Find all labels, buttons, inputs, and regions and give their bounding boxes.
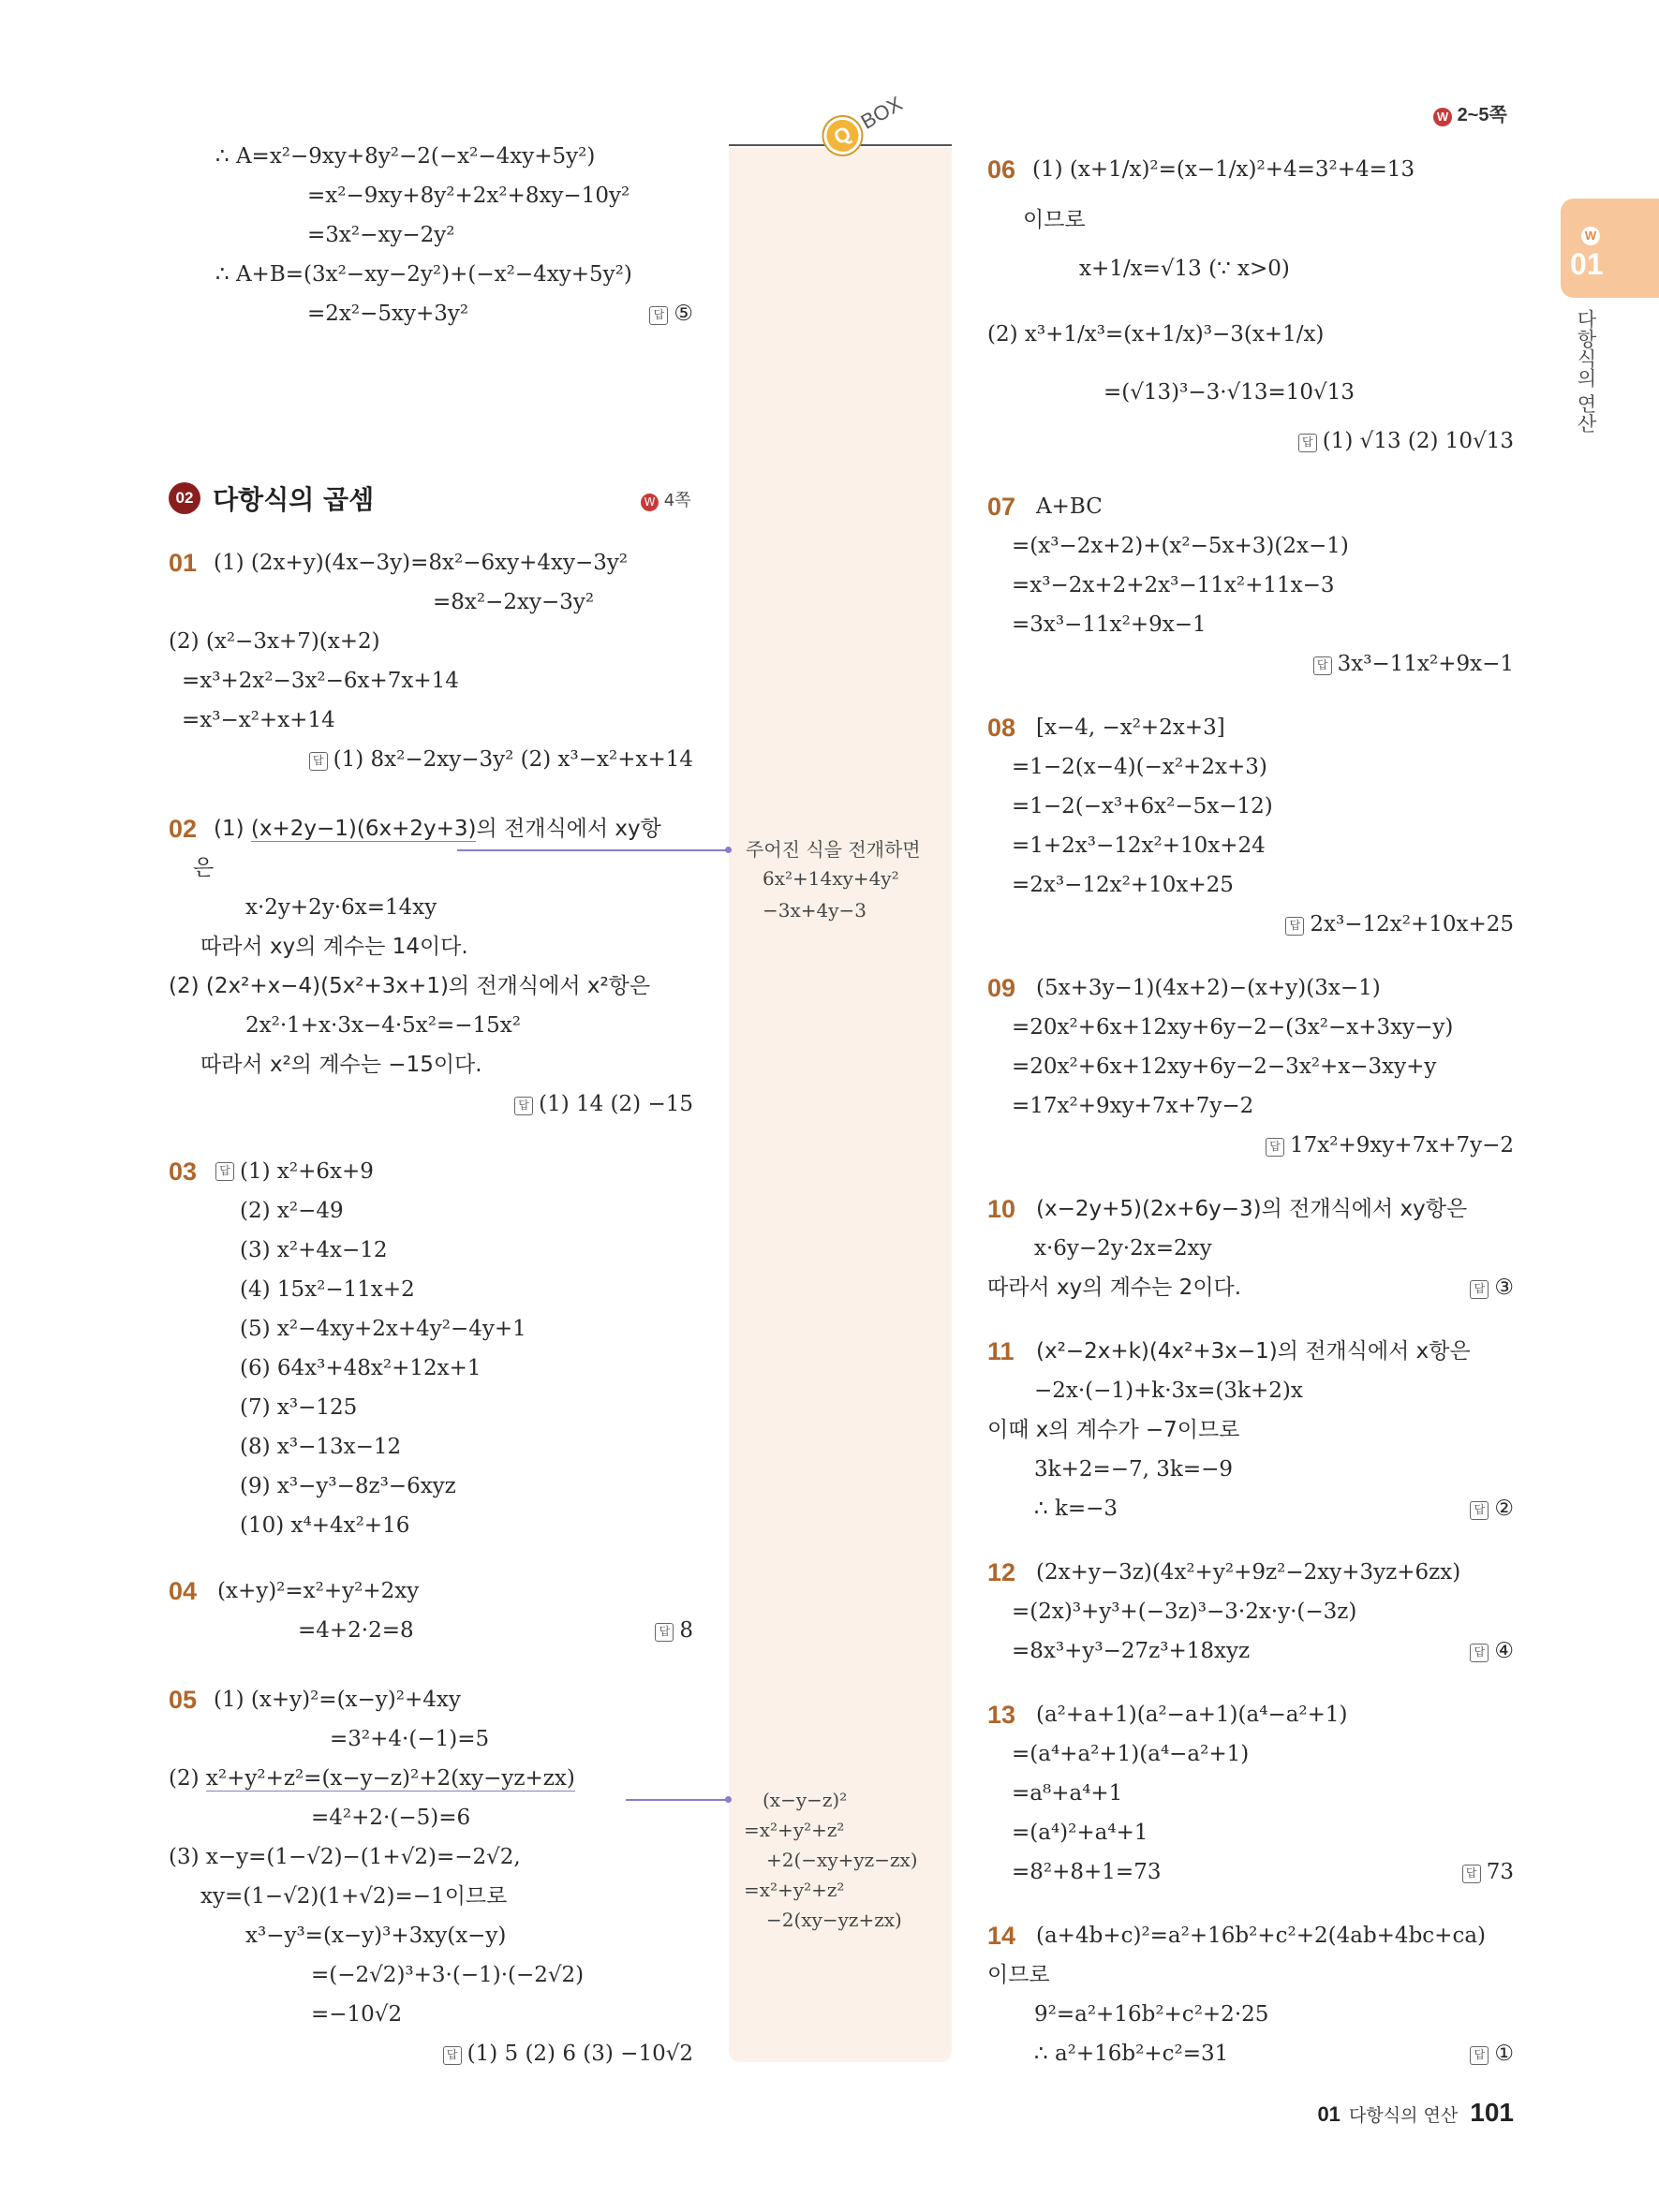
math-line: (1) (x+2y−1)(6x+2y+3)의 전개식에서 xy항 [214,817,661,841]
qbox-label: BOX [856,91,907,134]
math-line: A+BC [1036,494,1103,519]
math-line: =3²+4·(−1)=5 [330,1727,490,1751]
section-badge: 02 [169,482,200,514]
answer: 답 ⑤ [581,300,693,328]
problem-number: 12 [987,1558,1016,1586]
math-line: 따라서 x²의 계수는 −15이다. [200,1053,482,1077]
answer-icon: 답 [514,1097,533,1115]
math-line: x+1/x=√13 (∵ x>0) [1079,257,1290,281]
underlined-expression: x²+y²+z²=(x−y−z)²+2(xy−yz+zx) [205,1766,575,1791]
answer-icon: 답 [1470,1644,1489,1662]
math-line: =8²+8+1=73 [1012,1860,1162,1884]
answer-icon: 답 [1470,2046,1489,2065]
math-line: 이때 x의 계수가 −7이므로 [987,1418,1240,1442]
problem-number: 04 [169,1577,198,1605]
qbox-note: 주어진 식을 전개하면 [746,838,921,861]
answer-item: (9) x³−y³−8z³−6xyz [240,1474,456,1498]
answer-item: (8) x³−13x−12 [240,1435,402,1459]
math-line: [x−4, −x²+2x+3] [1036,715,1225,740]
answer-icon: 답 [1470,1280,1489,1299]
math-line: =(a⁴)²+a⁴+1 [1012,1821,1148,1845]
answer-item: (2) x²−49 [240,1199,344,1223]
math-line: ∴ A+B=(3x²−xy−2y²)+(−x²−4xy+5y²) [215,262,632,287]
answer-icon: 답 [1298,434,1317,452]
qbox-note: =x²+y²+z² [744,1819,845,1841]
problem-number: 01 [169,549,198,577]
qbox-note: (x−y−z)² [763,1789,848,1811]
math-line: =1+2x³−12x²+10x+24 [1012,833,1266,858]
math-line: (2) x³+1/x³=(x+1/x)³−3(x+1/x) [987,322,1325,347]
qbox-note: −3x+4y−3 [763,899,867,922]
answer-item: (4) 15x²−11x+2 [240,1277,415,1302]
problem-number: 08 [987,714,1016,742]
math-line: (2x+y−3z)(4x²+y²+9z²−2xy+3yz+6zx) [1036,1560,1461,1585]
answer-icon: 답 [655,1623,674,1642]
math-line: (3) x−y=(1−√2)−(1+√2)=−2√2, [169,1845,521,1869]
math-line: 9²=a²+16b²+c²+2·25 [1034,2002,1269,2027]
math-line: 따라서 xy의 계수는 2이다. [987,1276,1242,1300]
math-line: 따라서 xy의 계수는 14이다. [200,935,468,959]
problem-number: 07 [987,493,1016,521]
answer-icon: 답 [1266,1138,1284,1157]
page-ref-text: 2~5쪽 [1457,105,1507,125]
answer-item: (1) x²+6x+9 [240,1159,374,1184]
section-title: 다항식의 곱셈 [213,484,375,515]
answer: 답 17x²+9xy+7x+7y−2 [1180,1131,1514,1159]
math-line: =(x³−2x+2)+(x²−5x+3)(2x−1) [1012,534,1349,558]
answer: 답 (1) 8x²−2xy−3y² (2) x³−x²+x+14 [281,745,693,774]
answer-item: (5) x²−4xy+2x+4y²−4y+1 [240,1317,526,1341]
qbox-note: −2(xy−yz+zx) [766,1909,902,1931]
answer-icon: 답 [309,752,328,771]
w-icon: W [1433,108,1452,126]
math-line: =(√13)³−3·√13=10√13 [1104,380,1355,405]
math-line: =−10√2 [311,2002,403,2027]
math-line: =8x²−2xy−3y² [433,590,595,614]
underlined-expression: (x+2y−1)(6x+2y+3) [250,817,477,841]
problem-number: 06 [987,155,1016,184]
math-line: (1) (x+y)²=(x−y)²+4xy [214,1688,461,1712]
math-line: 2x²·1+x·3x−4·5x²=−15x² [245,1013,521,1038]
footer-chapter-number: 01 [1317,2102,1341,2126]
math-line: (a²+a+1)(a²−a+1)(a⁴−a²+1) [1036,1703,1348,1727]
answer-icon: 답 [215,1162,234,1181]
math-line: =3x²−xy−2y² [307,223,455,247]
math-line: =17x²+9xy+7x+7y−2 [1012,1094,1254,1118]
answer: 답 8 [581,1616,693,1644]
section-header [169,479,374,517]
answer-icon: 답 [1285,917,1304,936]
problem-number: 11 [987,1337,1015,1365]
math-line: =(a⁴+a²+1)(a⁴−a²+1) [1012,1742,1250,1766]
math-line: =x³+2x²−3x²−6x+7x+14 [182,669,459,693]
answer-icon: 답 [1313,656,1332,675]
math-line: 3k+2=−7, 3k=−9 [1034,1457,1234,1482]
connector-dot [725,1796,732,1803]
qbox-note: =x²+y²+z² [744,1879,845,1901]
section-ref-text: 4쪽 [663,491,691,510]
answer: 답 (1) 5 (2) 6 (3) −10√2 [356,2040,693,2068]
math-line: =8x³+y³−27z³+18xyz [1012,1639,1251,1663]
problem-number: 05 [169,1686,198,1714]
math-line: =3x³−11x²+9x−1 [1012,612,1207,637]
answer-item: (6) 64x³+48x²+12x+1 [240,1356,481,1380]
answer-icon: 답 [443,2046,462,2065]
math-line: =4+2·2=8 [298,1618,414,1643]
math-line: (a+4b+c)²=a²+16b²+c²+2(4ab+4bc+ca) [1036,1924,1487,1948]
answer: 답 ③ [1405,1274,1514,1302]
page-number: 101 [1470,2098,1514,2127]
math-line: (1) (x+1/x)²=(x−1/x)²+4=3²+4=13 [1032,157,1415,182]
answer: 답 73 [1396,1858,1514,1886]
connector-dot [725,847,732,853]
math-line: =x³−x²+x+14 [182,708,335,732]
answer: 답 ④ [1405,1637,1514,1665]
math-line: =x²−9xy+8y²+2x²+8xy−10y² [307,184,630,208]
q-icon: Q [817,111,868,162]
math-line: =20x²+6x+12xy+6y−2−3x²+x−3xy+y [1012,1054,1437,1079]
answer: 답 (1) 14 (2) −15 [393,1090,693,1118]
connector-line [457,849,729,851]
math-line: (2) (2x²+x−4)(5x²+3x+1)의 전개식에서 x²항은 [169,974,651,998]
math-line: (2) x²+y²+z²=(x−y−z)²+2(xy−yz+zx) [169,1766,575,1791]
math-line: =(−2√2)³+3·(−1)·(−2√2) [311,1963,585,1987]
side-tab-title: 다항식의 연산 [1575,309,1597,434]
qbox-note: 6x²+14xy+4y² [763,867,899,890]
problem-number: 09 [987,974,1016,1002]
math-line: (2) (x²−3x+7)(x+2) [169,629,380,654]
answer-icon: 답 [1462,1865,1481,1883]
math-line: 이므로 [987,1963,1050,1987]
math-line: ∴ A=x²−9xy+8y²−2(−x²−4xy+5y²) [215,144,596,169]
math-line: =20x²+6x+12xy+6y−2−(3x²−x+3xy−y) [1012,1015,1454,1040]
math-line: =2x³−12x²+10x+25 [1012,873,1234,897]
math-line: (1) (2x+y)(4x−3y)=8x²−6xy+4xy−3y² [214,551,629,575]
math-line: x·6y−2y·2x=2xy [1034,1236,1212,1261]
problem-number: 13 [987,1701,1016,1729]
problem-number: 02 [169,815,198,843]
answer-item: (10) x⁴+4x²+16 [240,1513,410,1538]
math-line: (x²−2x+k)(4x²+3x−1)의 전개식에서 x항은 [1036,1339,1471,1364]
answer: 답 3x³−11x²+9x−1 [1218,650,1514,678]
math-line: (x+y)²=x²+y²+2xy [217,1579,420,1603]
math-line: =2x²−5xy+3y² [307,302,469,326]
page-ref [1433,99,1507,126]
math-line: 은 [193,856,215,880]
math-line: ∴ a²+16b²+c²=31 [1034,2042,1229,2066]
side-tab[interactable] [1561,199,1659,298]
math-line: xy=(1−√2)(1+√2)=−1이므로 [200,1884,508,1909]
connector-line [626,1799,729,1801]
math-line: =1−2(−x³+6x²−5x−12) [1012,794,1273,818]
footer [1293,2098,1514,2128]
math-line: (5x+3y−1)(4x+2)−(x+y)(3x−1) [1036,976,1381,1000]
answer-icon: 답 [1470,1501,1489,1520]
answer-item: (7) x³−125 [240,1395,358,1420]
qbox-note: +2(−xy+yz−zx) [766,1849,918,1871]
math-line: x³−y³=(x−y)³+3xy(x−y) [245,1924,507,1948]
math-line: ∴ k=−3 [1034,1497,1118,1521]
math-line: 이므로 [1023,208,1086,232]
answer-icon: 답 [649,306,668,325]
answer: 답 ② [1405,1495,1514,1523]
answer: 답 ① [1405,2040,1514,2068]
math-line: =a⁸+a⁴+1 [1012,1781,1123,1806]
math-line: x·2y+2y·6x=14xy [245,895,437,920]
section-ref [641,487,691,511]
math-line: −2x·(−1)+k·3x=(3k+2)x [1034,1379,1303,1403]
answer-item: (3) x²+4x−12 [240,1238,388,1262]
math-line: =1−2(x−4)(−x²+2x+3) [1012,755,1267,779]
problem-number: 14 [987,1922,1016,1950]
problem-number: 10 [987,1195,1016,1223]
math-line: =x³−2x+2+2x³−11x²+11x−3 [1012,573,1335,597]
side-tab-icon: W [1581,227,1600,245]
footer-chapter-title: 다항식의 연산 [1349,2105,1459,2126]
answer: 답 (1) √13 (2) 10√13 [1218,427,1514,455]
math-line: =(2x)³+y³+(−3z)³−3·2x·y·(−3z) [1012,1600,1357,1624]
math-line: (x−2y+5)(2x+6y−3)의 전개식에서 xy항은 [1036,1197,1468,1221]
math-line: =4²+2·(−5)=6 [311,1806,471,1830]
qbox-column [729,148,952,2062]
side-tab-number: 01 [1570,247,1604,281]
w-icon: W [641,494,659,511]
problem-number: 03 [169,1158,198,1186]
answer: 답 2x³−12x²+10x+25 [1199,910,1514,938]
